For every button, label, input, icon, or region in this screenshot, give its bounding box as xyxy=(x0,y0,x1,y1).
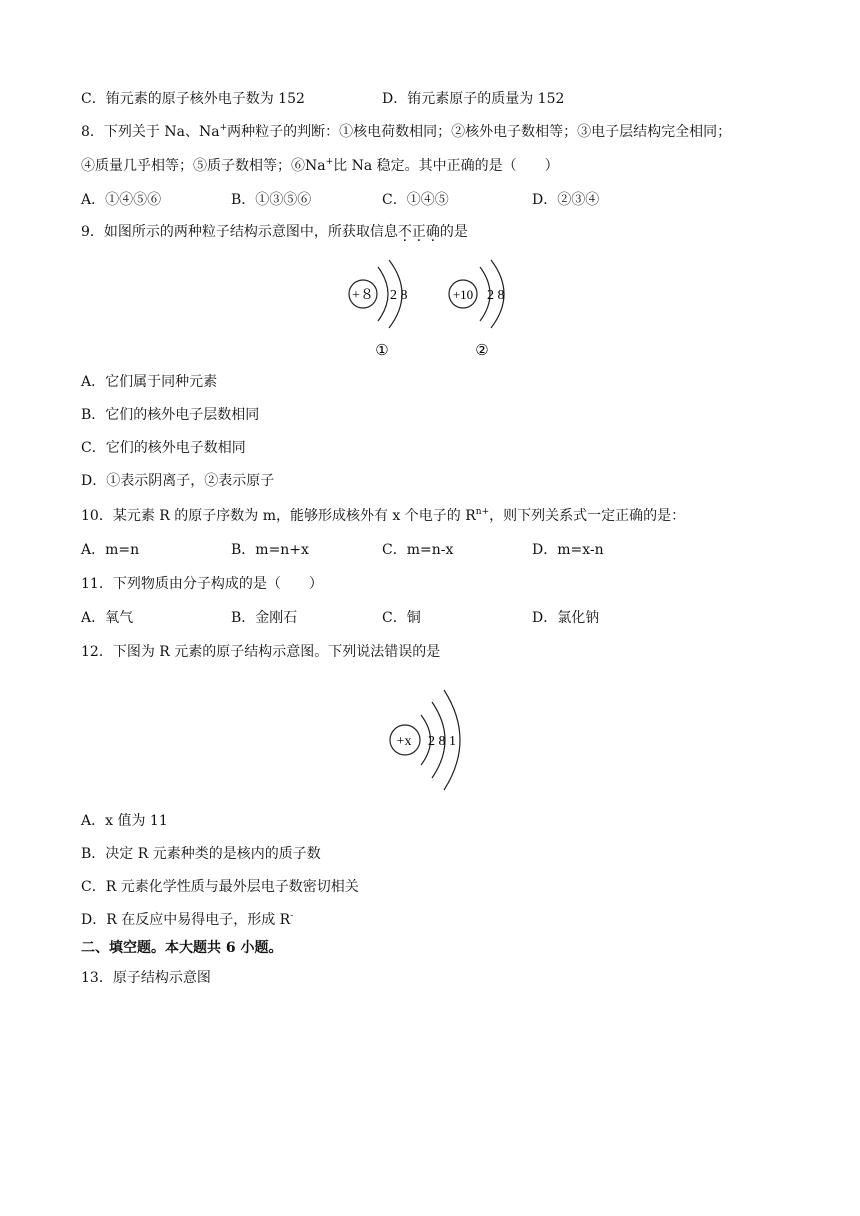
q12-option-b: B．决定 R 元素种类的是核内的质子数 xyxy=(81,846,321,862)
particle-2-label: ② xyxy=(475,343,489,359)
q8-option-d: D．②③④ xyxy=(532,192,600,208)
charge-superscript: n+ xyxy=(475,507,490,517)
q12-atom-diagram xyxy=(0,680,860,800)
q10-option-b: B．m=n+x xyxy=(231,542,309,558)
atom-shells: 2 8 1 xyxy=(428,734,456,749)
q11-option-d: D．氯化钠 xyxy=(532,610,600,626)
q13-stem: 13．原子结构示意图 xyxy=(81,970,211,986)
q11-stem: 11．下列物质由分子构成的是（ ） xyxy=(81,576,323,592)
q8-stem-text: 8．下列关于 Na、Na xyxy=(81,124,220,140)
q7-option-d: D．铕元素原子的质量为 152 xyxy=(382,91,565,107)
q9-option-a: A．它们属于同种元素 xyxy=(81,374,218,390)
shell-arc xyxy=(378,267,388,321)
particle-1-shells: 2 8 xyxy=(390,288,408,303)
q12-option-d xyxy=(81,910,293,930)
q9-option-d: D．①表示阴离子，②表示原子 xyxy=(81,473,275,489)
particle-2-shells: 2 8 xyxy=(487,288,505,303)
q11-option-c: C．铜 xyxy=(382,610,421,626)
particle-2-nucleus: +10 xyxy=(452,287,474,302)
charge-superscript: + xyxy=(219,123,228,133)
section-heading: 二、填空题。本大题共 6 小题。 xyxy=(81,940,283,956)
q8-stem-text: 两种粒子的判断：①核电荷数相同；②核外电子数相等；③电子层结构完全相同； xyxy=(227,124,732,140)
q8-option-a: A．①④⑤⑥ xyxy=(81,192,162,208)
q9-option-b: B．它们的核外电子层数相同 xyxy=(81,407,260,423)
q9-particle-diagrams xyxy=(0,250,860,370)
q10-option-c: C．m=n-x xyxy=(382,542,454,558)
emphasis-char: 确 xyxy=(425,224,440,240)
q8-stem-line1 xyxy=(81,122,731,142)
emphasis-char: 不 xyxy=(397,224,412,240)
q8-stem-text: ④质量几乎相等；⑤质子数相等；⑥Na xyxy=(81,158,326,174)
q9-stem xyxy=(81,222,468,242)
q12-stem: 12．下图为 R 元素的原子结构示意图。下列说法错误的是 xyxy=(81,644,441,660)
q10-option-a: A．m=n xyxy=(81,542,140,558)
q8-stem-text: 比 Na 稳定。其中正确的是（ ） xyxy=(333,158,559,174)
particle-1-nucleus: +８ xyxy=(352,288,374,303)
q12-option-a: A．x 值为 11 xyxy=(81,813,168,829)
q7-option-c: C．铕元素的原子核外电子数为 152 xyxy=(81,91,305,107)
atom-nucleus: +x xyxy=(396,734,412,749)
q11-option-b: B．金刚石 xyxy=(231,610,298,626)
q9-stem-text: 9．如图所示的两种粒子结构示意图中，所获取信息 xyxy=(81,224,398,240)
q12-option-d-text: D．R 在反应中易得电子，形成 R xyxy=(81,912,291,928)
charge-superscript: - xyxy=(290,911,294,921)
particle-1-diagram xyxy=(349,260,408,359)
charge-superscript: + xyxy=(325,157,334,167)
q9-stem-text: 的是 xyxy=(439,224,468,240)
particle-2-diagram xyxy=(449,260,505,359)
q12-option-c: C．R 元素化学性质与最外层电子数密切相关 xyxy=(81,879,359,895)
particle-1-label: ① xyxy=(375,343,389,359)
q10-stem-text: 10．某元素 R 的原子序数为 m，能够形成核外有 x 个电子的 R xyxy=(81,508,476,524)
q8-option-c: C．①④⑤ xyxy=(382,192,449,208)
q8-option-b: B．①③⑤⑥ xyxy=(231,192,312,208)
q10-stem-text: ，则下列关系式一定正确的是： xyxy=(489,508,686,524)
q10-option-d: D．m=x-n xyxy=(532,542,604,558)
emphasis-char: 正 xyxy=(411,224,426,240)
q11-option-a: A．氧气 xyxy=(81,610,134,626)
q8-stem-line2 xyxy=(81,156,559,176)
q10-stem xyxy=(81,506,685,526)
q9-option-c: C．它们的核外电子数相同 xyxy=(81,440,246,456)
